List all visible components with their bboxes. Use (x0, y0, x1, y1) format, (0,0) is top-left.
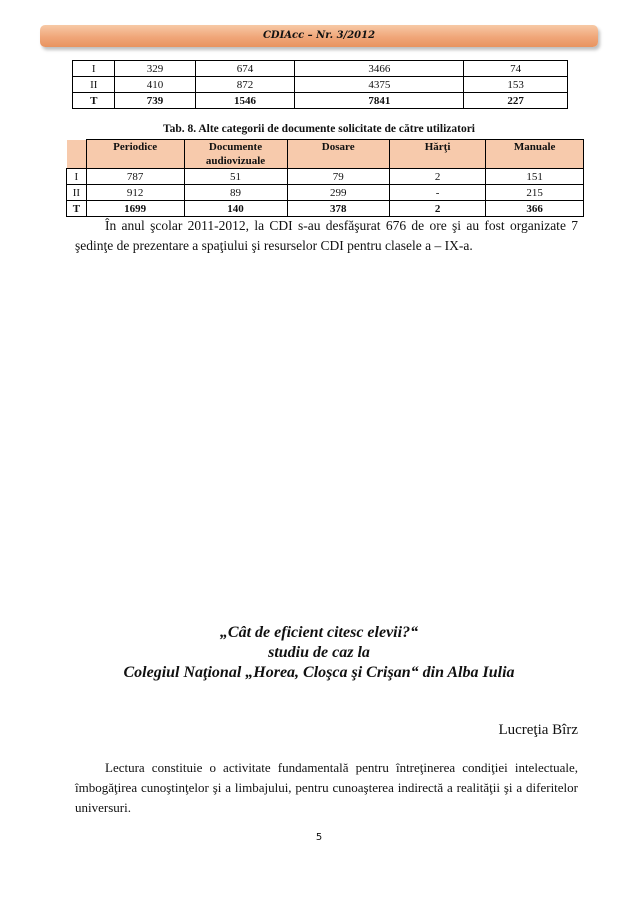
table-cell: 79 (287, 169, 389, 185)
table-cell: 153 (464, 77, 568, 93)
table-cell: 674 (195, 61, 295, 77)
table-cell: 215 (486, 185, 584, 201)
table-row (73, 61, 568, 77)
table-cell: 74 (464, 61, 568, 77)
table-row (67, 185, 584, 201)
column-header: Periodice (86, 140, 184, 169)
table-cell: 7841 (295, 93, 464, 109)
table-cell: 872 (195, 77, 295, 93)
table-cell: 4375 (295, 77, 464, 93)
table-cell: 51 (184, 169, 287, 185)
table-cell: 787 (86, 169, 184, 185)
table-cell: 2 (389, 169, 485, 185)
documents-table (72, 60, 568, 109)
table-cell: 151 (486, 169, 584, 185)
table-cell: I (67, 169, 87, 185)
article-body: Lectura constituie o activitate fundamentală pentru întreţinerea condiţiei intelectuale, îmbogăţirea cunoştinţelor şi a limbajului, pentru cunoaşterea indirectă a realităţii şi a diferitelor universuri. (75, 760, 578, 815)
table-cell: 366 (486, 201, 584, 217)
table-cell: 299 (287, 185, 389, 201)
table-row (73, 77, 568, 93)
page-number: 5 (315, 832, 323, 843)
column-header: Manuale (486, 140, 584, 169)
article-subtitle: studiu de caz la (268, 644, 370, 661)
table-corner-cell (67, 140, 87, 169)
table-cell: 329 (115, 61, 195, 77)
table-cell: - (389, 185, 485, 201)
article-author: Lucreţia Bîrz (498, 722, 578, 738)
table-cell: I (73, 61, 115, 77)
article-title: „Cât de eficient citesc elevii?“ (219, 624, 419, 641)
table-cell: 1546 (195, 93, 295, 109)
other-documents-table (66, 139, 584, 217)
table-cell: 89 (184, 185, 287, 201)
table-cell: T (67, 201, 87, 217)
table-caption: Tab. 8. Alte categorii de documente solicitate de către utilizatori (162, 123, 476, 135)
table-cell: 410 (115, 77, 195, 93)
table-cell: 912 (86, 185, 184, 201)
table-row-total (73, 93, 568, 109)
column-header: Dosare (287, 140, 389, 169)
table-cell: 378 (287, 201, 389, 217)
table-header-row (67, 140, 584, 169)
table-cell: 227 (464, 93, 568, 109)
table-row-total (67, 201, 584, 217)
table-row (67, 169, 584, 185)
column-header: Documente audiovizuale (184, 140, 287, 169)
table-cell: 3466 (295, 61, 464, 77)
activity-paragraph: În anul şcolar 2011-2012, la CDI s-au desfăşurat 676 de ore şi au fost organizate 7 şedinţe de prezentare a spaţiului şi resurselor CDI pentru clasele a – IX-a. (75, 218, 578, 253)
table-cell: 1699 (86, 201, 184, 217)
header-title: CDIAcc – Nr. 3/2012 (262, 30, 376, 41)
table-cell: II (73, 77, 115, 93)
table-cell: T (73, 93, 115, 109)
header-banner (40, 25, 598, 47)
article-school: Colegiul Naţional „Horea, Cloşca şi Crişan“ din Alba Iulia (123, 664, 515, 681)
table-cell: 739 (115, 93, 195, 109)
column-header: Hărţi (389, 140, 485, 169)
table-cell: 2 (389, 201, 485, 217)
table-cell: II (67, 185, 87, 201)
table-cell: 140 (184, 201, 287, 217)
